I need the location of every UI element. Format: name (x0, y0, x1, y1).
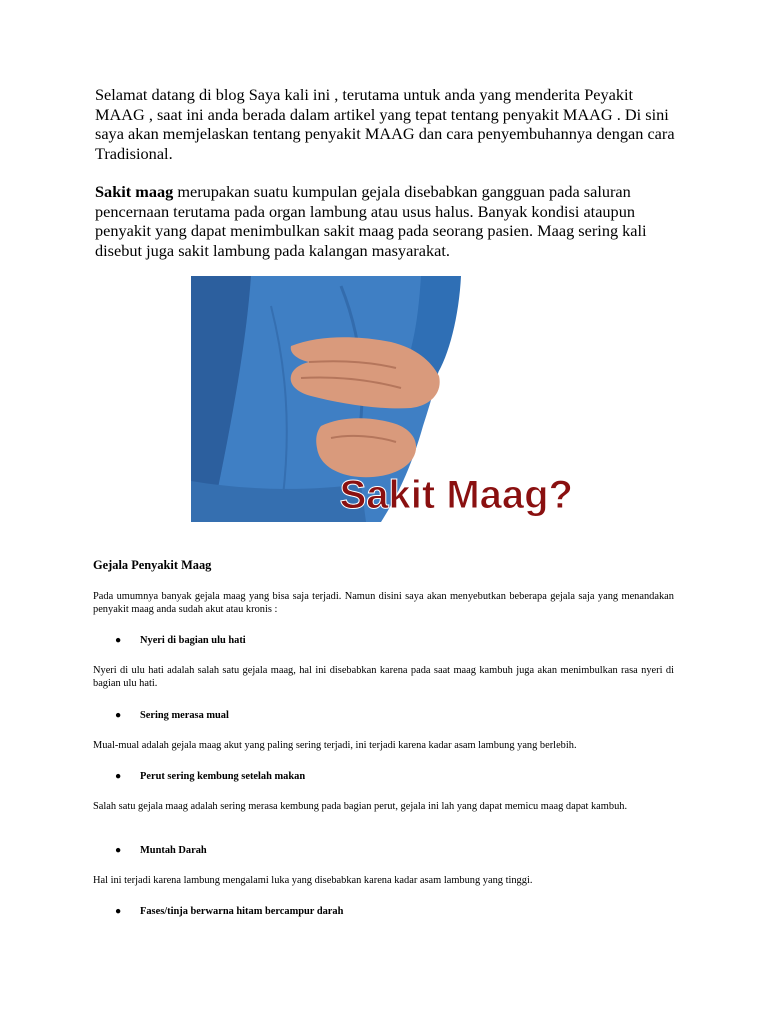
symptom-description: Hal ini terjadi karena lambung mengalami luka yang disebabkan karena kadar asam lambung yang tinggi. (93, 875, 533, 886)
bullet-icon: ● (115, 771, 122, 782)
stomach-pain-photo (191, 276, 578, 522)
intro-paragraph: Selamat datang di blog Saya kali ini , terutama untuk anda yang menderita Peyakit MAAG , saat ini anda berada dalam artikel yang tepat tentang penyakit MAAG . Di sini saya akan memjelaskan tentang penyakit MAAG dan cara penyembuhannya dengan cara Tradisional. (95, 85, 675, 163)
symptom-title: Fases/tinja berwarna hitam bercampur darah (140, 906, 344, 917)
symptom-title: Sering merasa mual (140, 710, 229, 721)
symptom-description: Salah satu gejala maag adalah sering merasa kembung pada bagian perut, gejala ini lah yang dapat memicu maag dapat kambuh. (93, 801, 628, 812)
bullet-icon: ● (115, 635, 122, 646)
bullet-icon: ● (115, 906, 122, 917)
bullet-icon: ● (115, 710, 122, 721)
image-caption: Sakit Maag? (339, 473, 573, 517)
symptom-item (115, 709, 229, 722)
symptom-title: Muntah Darah (140, 845, 207, 856)
section-lead: Pada umumnya banyak gejala maag yang bisa saja terjadi. Namun disini saya akan menyebutkan beberapa gejala saja yang menandakan penyakit maag anda sudah akut atau kronis : (93, 591, 674, 616)
bullet-icon: ● (115, 845, 122, 856)
symptom-item (115, 634, 246, 647)
section-heading: Gejala Penyakit Maag (93, 558, 212, 572)
symptom-title: Perut sering kembung setelah makan (140, 771, 306, 782)
symptom-item (115, 770, 305, 783)
definition-paragraph (95, 182, 685, 260)
symptom-description: Mual-mual adalah gejala maag akut yang paling sering terjadi, ini terjadi karena kadar asam lambung yang berlebih. (93, 740, 577, 751)
symptom-title: Nyeri di bagian ulu hati (140, 635, 246, 646)
symptom-description: Nyeri di ulu hati adalah salah satu gejala maag, hal ini disebabkan karena pada saat maag kambuh juga akan menimbulkan rasa nyeri di bagian ulu hati. (93, 665, 674, 690)
definition-text: merupakan suatu kumpulan gejala disebabkan gangguan pada saluran pencernaan terutama pada organ lambung atau usus halus. Banyak kondisi ataupun penyakit yang dapat menimbulkan sakit maag pada seorang pasien. Maag sering kali disebut juga sakit lambung pada kalangan masyarakat. (95, 182, 647, 260)
symptom-item (115, 905, 343, 918)
symptom-item (115, 844, 207, 857)
definition-term: Sakit maag (95, 182, 174, 201)
